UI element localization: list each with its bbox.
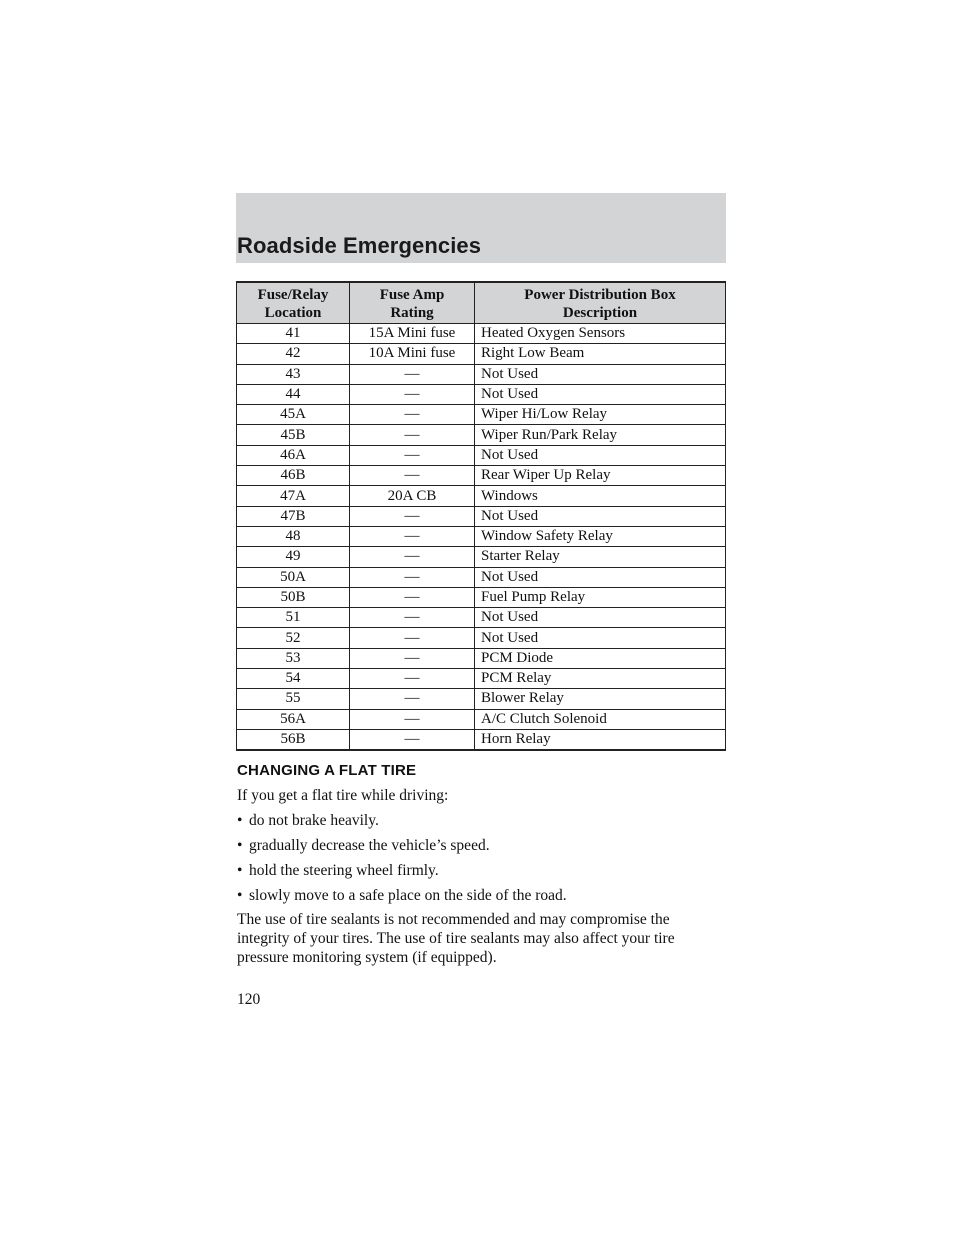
column-header-line: Rating xyxy=(390,305,434,321)
table-row xyxy=(237,729,726,750)
table-row xyxy=(237,608,726,628)
column-header-line: Location xyxy=(264,305,322,321)
table-row xyxy=(237,628,726,648)
cell-description: Wiper Hi/Low Relay xyxy=(475,405,726,425)
bullet-text: gradually decrease the vehicle’s speed. xyxy=(249,837,490,854)
table-row xyxy=(237,324,726,344)
cell-location: 42 xyxy=(237,344,350,364)
cell-location: 47B xyxy=(237,506,350,526)
cell-rating: — xyxy=(350,506,475,526)
cell-rating: — xyxy=(350,709,475,729)
cell-description: A/C Clutch Solenoid xyxy=(475,709,726,729)
cell-location: 45A xyxy=(237,405,350,425)
table-row xyxy=(237,344,726,364)
cell-description: Window Safety Relay xyxy=(475,526,726,546)
cell-location: 52 xyxy=(237,628,350,648)
cell-rating: — xyxy=(350,729,475,750)
cell-description: Horn Relay xyxy=(475,729,726,750)
cell-rating: — xyxy=(350,526,475,546)
cell-location: 41 xyxy=(237,324,350,344)
section-title: Roadside Emergencies xyxy=(237,233,482,258)
bullet-icon: • xyxy=(237,812,243,829)
cell-rating: 20A CB xyxy=(350,486,475,506)
cell-rating: — xyxy=(350,608,475,628)
cell-description: Heated Oxygen Sensors xyxy=(475,324,726,344)
column-header-location xyxy=(237,282,350,324)
bullet-item xyxy=(237,861,439,880)
column-header-rating xyxy=(350,282,475,324)
cell-rating: — xyxy=(350,648,475,668)
cell-description: PCM Diode xyxy=(475,648,726,668)
table-header-row xyxy=(237,282,726,324)
bullet-text: do not brake heavily. xyxy=(249,812,379,829)
cell-description: Not Used xyxy=(475,384,726,404)
cell-description: Not Used xyxy=(475,567,726,587)
table-row xyxy=(237,405,726,425)
cell-location: 47A xyxy=(237,486,350,506)
column-header-line: Fuse/Relay xyxy=(257,287,329,303)
cell-location: 48 xyxy=(237,526,350,546)
cell-rating: 10A Mini fuse xyxy=(350,344,475,364)
cell-location: 56A xyxy=(237,709,350,729)
paragraph-line: The use of tire sealants is not recommended and may compromise the xyxy=(237,911,670,928)
cell-rating: — xyxy=(350,384,475,404)
cell-description: Wiper Run/Park Relay xyxy=(475,425,726,445)
cell-description: Right Low Beam xyxy=(475,344,726,364)
table-row xyxy=(237,547,726,567)
table-row xyxy=(237,466,726,486)
table-row xyxy=(237,669,726,689)
column-header-line: Fuse Amp xyxy=(379,287,445,303)
bullet-text: slowly move to a safe place on the side of the road. xyxy=(249,887,567,904)
table-row xyxy=(237,364,726,384)
table-row xyxy=(237,587,726,607)
page-number: 120 xyxy=(237,991,261,1008)
table-row xyxy=(237,384,726,404)
cell-rating: — xyxy=(350,547,475,567)
table-row xyxy=(237,689,726,709)
column-header-line: Description xyxy=(562,305,638,321)
bullet-text: hold the steering wheel firmly. xyxy=(249,862,439,879)
cell-location: 54 xyxy=(237,669,350,689)
cell-rating: — xyxy=(350,425,475,445)
cell-location: 44 xyxy=(237,384,350,404)
table-row xyxy=(237,486,726,506)
bullet-icon: • xyxy=(237,862,243,879)
cell-description: Starter Relay xyxy=(475,547,726,567)
cell-rating: — xyxy=(350,364,475,384)
table-row xyxy=(237,648,726,668)
flat-tire-heading: CHANGING A FLAT TIRE xyxy=(237,762,417,779)
table-row xyxy=(237,567,726,587)
cell-description: Rear Wiper Up Relay xyxy=(475,466,726,486)
cell-location: 45B xyxy=(237,425,350,445)
cell-location: 46B xyxy=(237,466,350,486)
bullet-item xyxy=(237,811,379,830)
cell-location: 50B xyxy=(237,587,350,607)
cell-description: PCM Relay xyxy=(475,669,726,689)
bullet-item xyxy=(237,886,567,905)
table-row xyxy=(237,425,726,445)
cell-location: 51 xyxy=(237,608,350,628)
cell-location: 43 xyxy=(237,364,350,384)
cell-location: 50A xyxy=(237,567,350,587)
cell-rating: — xyxy=(350,567,475,587)
cell-rating: — xyxy=(350,466,475,486)
bullet-item xyxy=(237,836,490,855)
fuse-relay-table xyxy=(236,281,726,751)
cell-location: 46A xyxy=(237,445,350,465)
column-header-description xyxy=(475,282,726,324)
bullet-icon: • xyxy=(237,837,243,854)
cell-rating: — xyxy=(350,445,475,465)
cell-location: 56B xyxy=(237,729,350,750)
sealant-paragraph xyxy=(237,910,737,967)
bullet-icon: • xyxy=(237,887,243,904)
paragraph-line: integrity of your tires. The use of tire sealants may also affect your tire xyxy=(237,930,675,947)
cell-description: Not Used xyxy=(475,364,726,384)
table-row xyxy=(237,445,726,465)
cell-rating: — xyxy=(350,587,475,607)
cell-location: 53 xyxy=(237,648,350,668)
column-header-line: Power Distribution Box xyxy=(524,287,676,303)
cell-rating: — xyxy=(350,669,475,689)
cell-description: Not Used xyxy=(475,506,726,526)
cell-description: Not Used xyxy=(475,608,726,628)
cell-description: Windows xyxy=(475,486,726,506)
flat-tire-intro: If you get a flat tire while driving: xyxy=(237,787,449,804)
table-row xyxy=(237,709,726,729)
cell-rating: — xyxy=(350,689,475,709)
table-row xyxy=(237,506,726,526)
cell-rating: — xyxy=(350,628,475,648)
cell-description: Blower Relay xyxy=(475,689,726,709)
cell-description: Not Used xyxy=(475,445,726,465)
cell-rating: — xyxy=(350,405,475,425)
cell-location: 55 xyxy=(237,689,350,709)
table-row xyxy=(237,526,726,546)
paragraph-line: pressure monitoring system (if equipped). xyxy=(237,949,497,966)
cell-location: 49 xyxy=(237,547,350,567)
cell-description: Not Used xyxy=(475,628,726,648)
cell-description: Fuel Pump Relay xyxy=(475,587,726,607)
cell-rating: 15A Mini fuse xyxy=(350,324,475,344)
